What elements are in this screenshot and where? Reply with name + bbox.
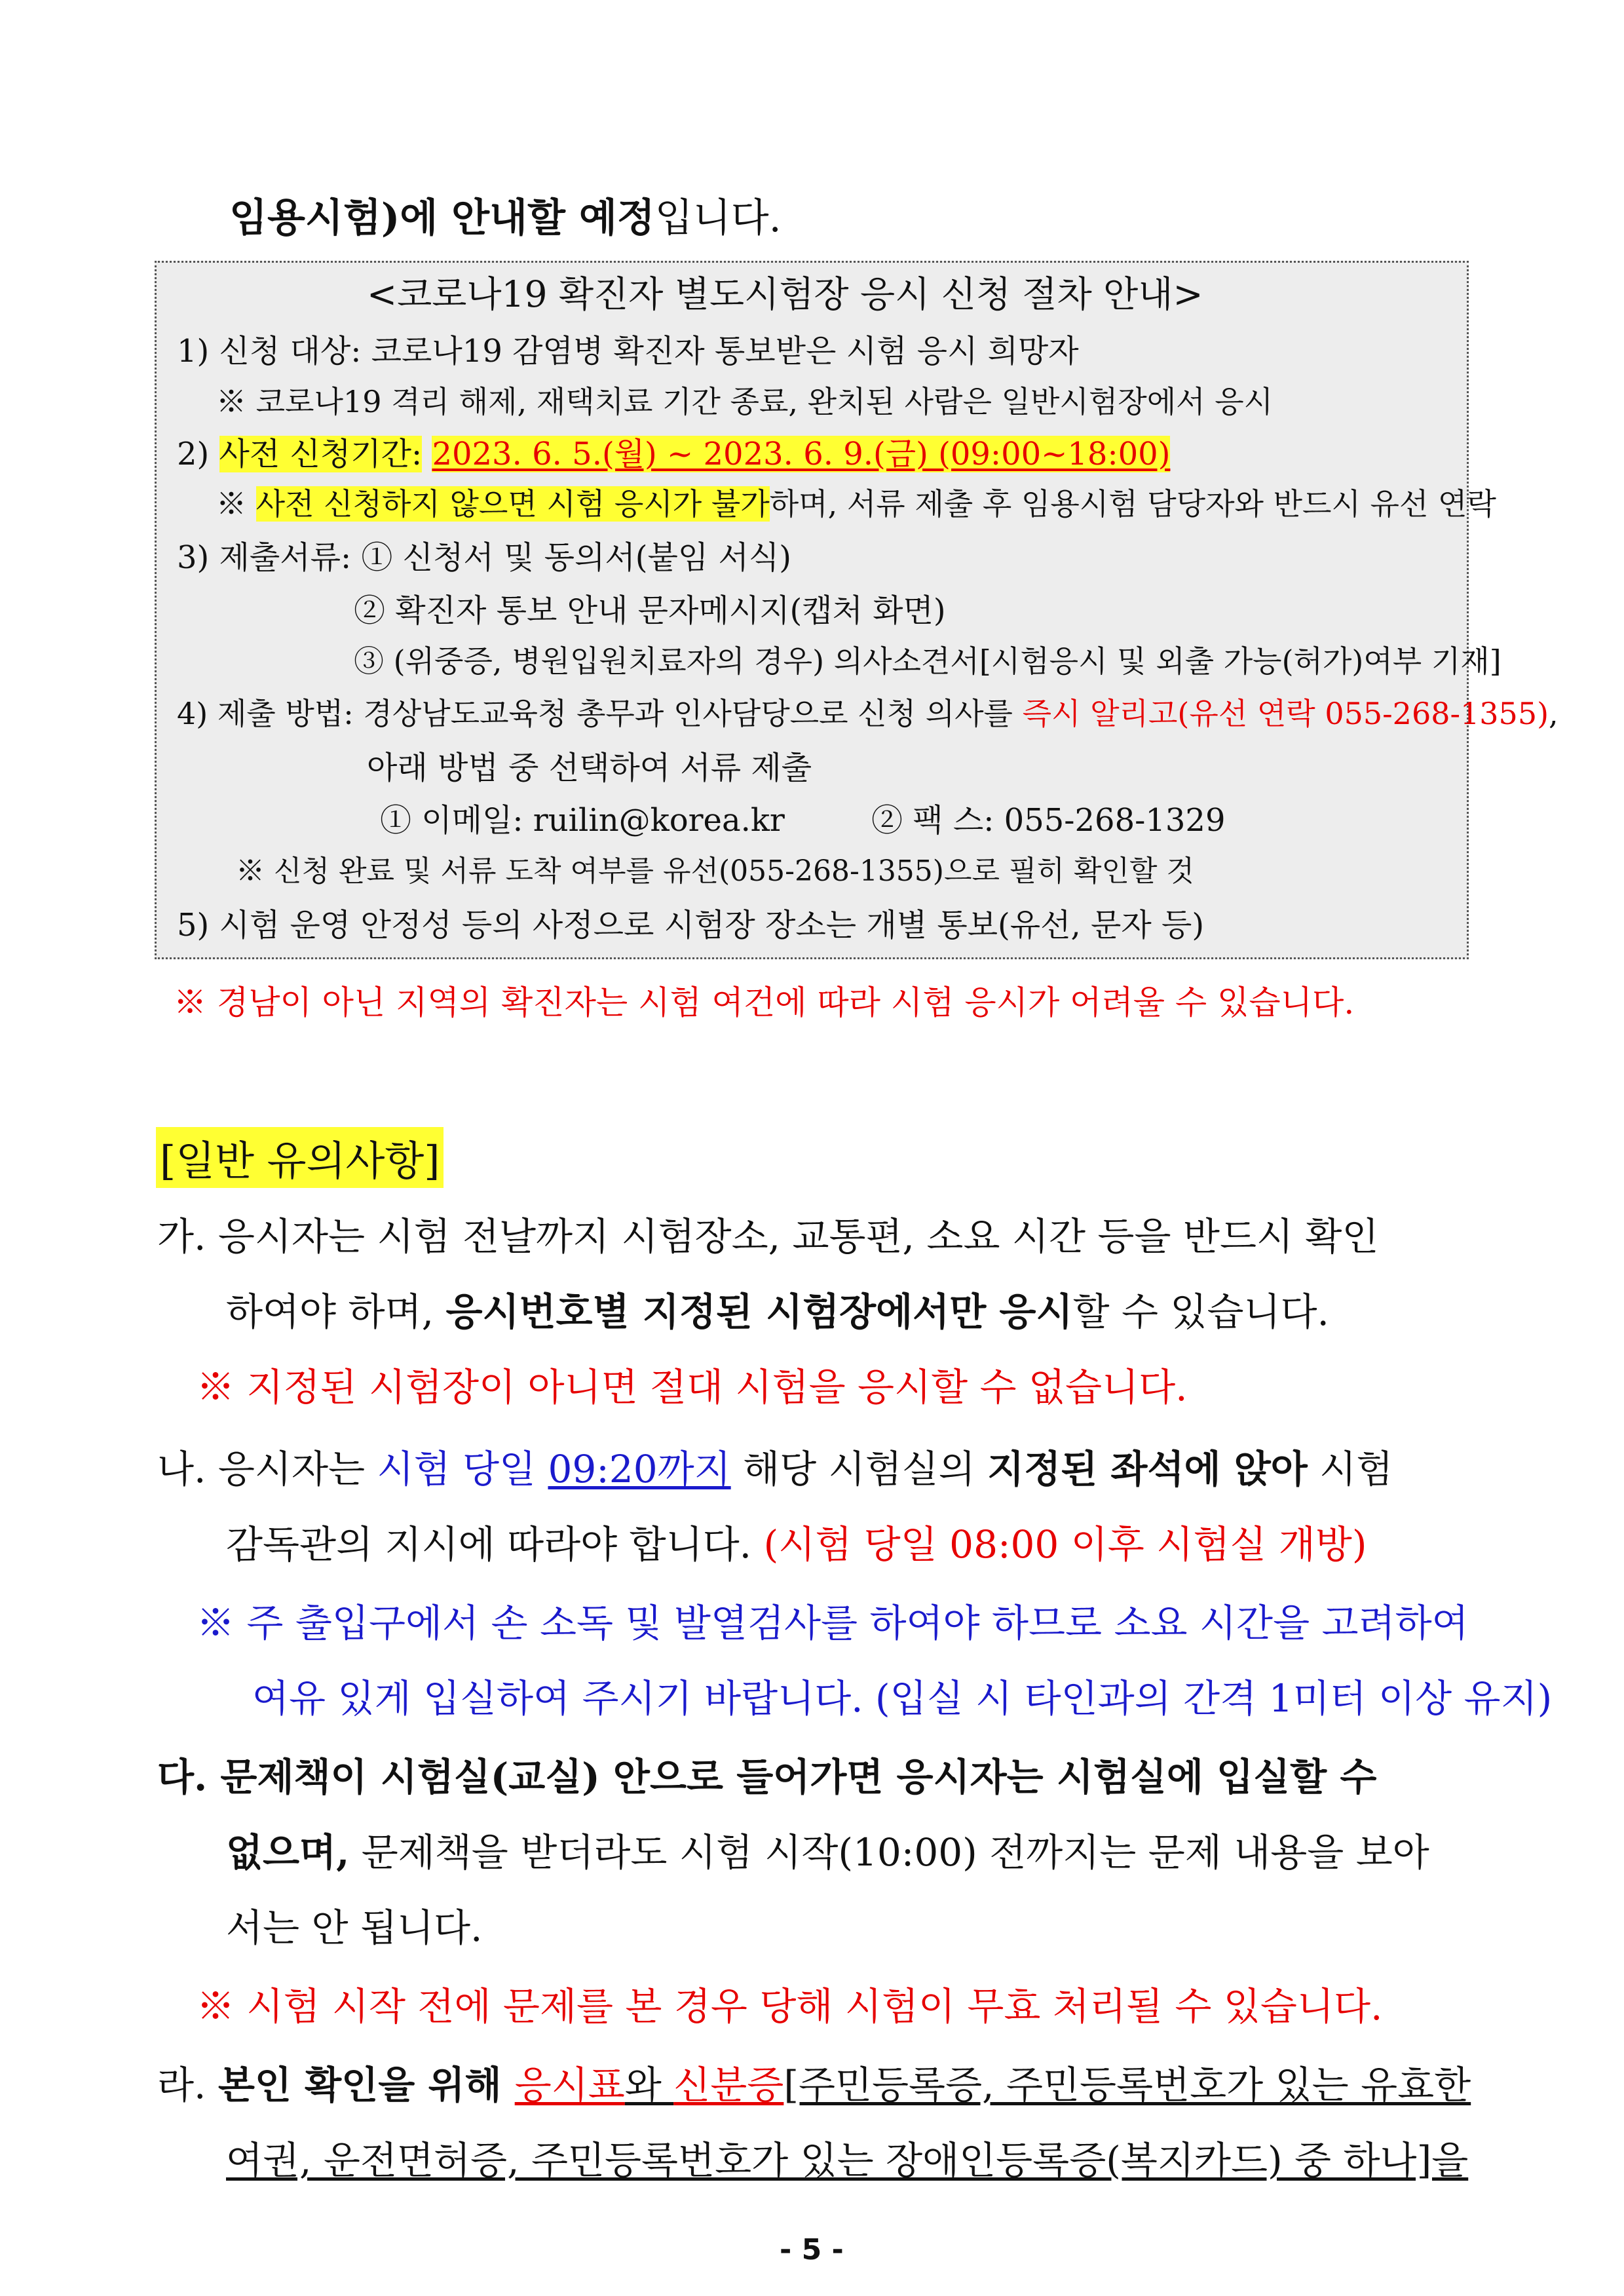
box-line-4c-email: ① 이메일: ruilin@korea.kr: [380, 802, 785, 839]
box-line-2-note-highlight: 사전 신청하지 않으면 시험 응시가 불가: [255, 486, 770, 522]
box-line-3c: ③ (위중증, 병원입원치료자의 경우) 의사소견서[시험응시 및 외출 가능(허가)여부 기재]: [354, 643, 1501, 679]
item-ga-line-2-prefix: 하여야 하며,: [226, 1290, 446, 1334]
item-na-line-1-prefix: 나. 응시자는: [157, 1447, 377, 1491]
page-number: - 5 -: [780, 2233, 844, 2267]
box-line-2-prefix: 2): [177, 436, 219, 472]
item-ra-line-1-red1: 응시표: [514, 2063, 625, 2107]
item-na-line-1-blue2: 09:20까지: [548, 1447, 731, 1491]
box-line-2-space: [422, 436, 432, 472]
box-title: <코로나19 확진자 별도시험장 응시 신청 절차 안내>: [367, 273, 1203, 315]
box-line-2: [177, 429, 1170, 474]
item-na-note-1: ※ 주 출입구에서 손 소독 및 발열검사를 하여야 하므로 소요 시간을 고려하여: [197, 1601, 1469, 1645]
item-da-note: ※ 시험 시작 전에 문제를 본 경우 당해 시험이 무효 처리될 수 있습니다.: [197, 1984, 1383, 2029]
item-na-line-1-suffix: 시험: [1307, 1447, 1393, 1491]
box-line-4-note: ※ 신청 완료 및 서류 도착 여부를 유선(055-268-1355)으로 필히 확인할 것: [236, 854, 1194, 888]
box-line-1-note: ※ 코로나19 격리 해제, 재택치료 기간 종료, 완치된 사람은 일반시험장에서 응시: [216, 384, 1274, 419]
box-line-4c-fax: ② 팩 스: 055-268-1329: [871, 802, 1226, 839]
box-line-2-note-rest: 하며, 서류 제출 후 임용시험 담당자와 반드시 유선 연락: [769, 486, 1496, 522]
item-na-line-2-red: (시험 당일 08:00 이후 시험실 개방): [763, 1522, 1367, 1567]
box-line-3: 3) 제출서류: ① 신청서 및 동의서(붙임 서식): [177, 539, 791, 576]
item-da-line-1: 다. 문제책이 시험실(교실) 안으로 들어가면 응시자는 시험실에 입실할 수: [157, 1755, 1377, 1799]
box-line-2-note: [216, 480, 1496, 524]
box-line-4-red: 즉시 알리고(유선 연락 055-268-1355): [1022, 696, 1549, 731]
box-line-4b: 아래 방법 중 선택하여 서류 제출: [367, 750, 812, 786]
intro-line: [229, 187, 782, 243]
item-ra-line-1: [157, 2054, 1471, 2109]
item-ga-note: ※ 지정된 시험장이 아니면 절대 시험을 응시할 수 없습니다.: [197, 1365, 1188, 1409]
box-line-2-dates: 2023. 6. 5.(월) ~ 2023. 6. 9.(금) (09:00~18:00): [432, 436, 1171, 472]
item-na-line-1-mid: 해당 시험실의: [730, 1447, 988, 1491]
item-ra-line-1-bold: 본인 확인을 위해: [217, 2063, 515, 2107]
item-ra-line-1-prefix: 라.: [157, 2063, 218, 2107]
item-ga-line-2: [226, 1281, 1329, 1336]
box-line-3b: ② 확진자 통보 안내 문자메시지(캡처 화면): [354, 592, 946, 629]
item-ra-line-1-rest: [주민등록증, 주민등록번호가 있는 유효한: [784, 2063, 1471, 2107]
item-da-line-2: [226, 1822, 1429, 1877]
item-da-line-3: 서는 안 됩니다.: [226, 1905, 483, 1950]
item-ra-line-1-and: 와: [624, 2063, 674, 2107]
item-na-line-1: [157, 1438, 1393, 1493]
box-line-2-note-prefix: ※: [216, 486, 256, 522]
box-line-4: [177, 690, 1558, 733]
item-na-note-2: 여유 있게 입실하여 주시기 바랍니다. (입실 시 타인과의 간격 1미터 이상 유지): [252, 1676, 1553, 1721]
item-ga-line-2-bold: 응시번호별 지정된 시험장에서만 응시: [445, 1290, 1073, 1334]
item-da-line-2-bold: 없으며,: [226, 1830, 350, 1875]
item-ga-line-1: 가. 응시자는 시험 전날까지 시험장소, 교통편, 소요 시간 등을 반드시 확인: [157, 1214, 1379, 1259]
item-na-line-2: [226, 1514, 1367, 1569]
item-da-line-2-rest: 문제책을 받더라도 시험 시작(10:00) 전까지는 문제 내용을 보아: [349, 1830, 1429, 1875]
box-line-4-prefix: 4) 제출 방법: 경상남도교육청 총무과 인사담당으로 신청 의사를: [177, 696, 1023, 731]
box-line-4-suffix: ,: [1549, 696, 1558, 731]
section-title: [일반 유의사항]: [156, 1127, 444, 1188]
box-line-2-label: 사전 신청기간:: [219, 436, 423, 472]
item-ra-line-2: 여권, 운전면허증, 주민등록번호가 있는 장애인등록증(복지카드) 중 하나]을: [226, 2138, 1469, 2183]
item-ra-line-1-red2: 신분증: [673, 2063, 784, 2107]
box-line-1: 1) 신청 대상: 코로나19 감염병 확진자 통보받은 시험 응시 희망자: [177, 333, 1079, 370]
item-na-line-2-prefix: 감독관의 지시에 따라야 합니다.: [226, 1522, 764, 1567]
box-line-5: 5) 시험 운영 안정성 등의 사정으로 시험장 장소는 개별 통보(유선, 문자 등): [177, 907, 1205, 944]
item-na-line-1-bold: 지정된 좌석에 앉아: [987, 1447, 1308, 1491]
item-ga-line-2-suffix: 할 수 있습니다.: [1072, 1290, 1329, 1334]
intro-bold: 임용시험)에 안내할 예정: [229, 195, 655, 241]
item-na-line-1-blue1: 시험 당일: [377, 1447, 548, 1491]
intro-rest: 입니다.: [654, 195, 782, 241]
box-bottom-note: ※ 경남이 아닌 지역의 확진자는 시험 여건에 따라 시험 응시가 어려울 수 있습니다.: [174, 984, 1355, 1022]
